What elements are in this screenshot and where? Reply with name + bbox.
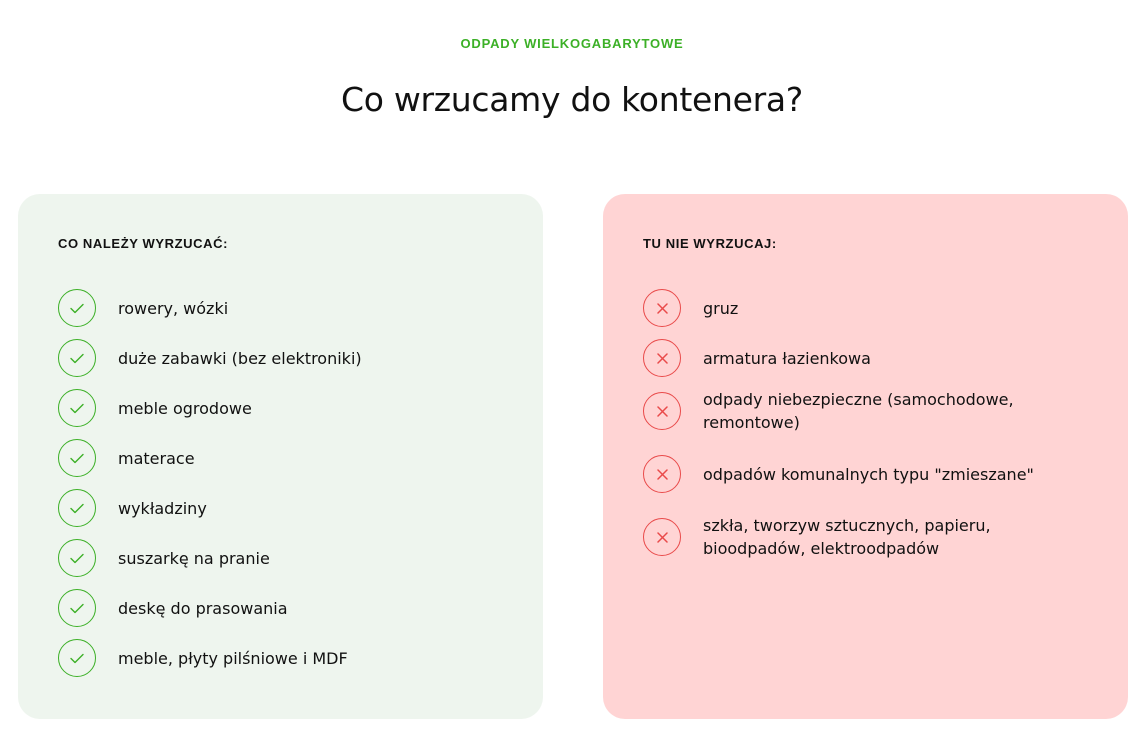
check-icon [58,539,96,577]
list-item-label: rowery, wózki [118,298,229,318]
list-item [643,514,1098,560]
list-item-label: armatura łazienkowa [703,348,871,368]
list-item-label: duże zabawki (bez elektroniki) [118,348,362,368]
cross-icon [643,289,681,327]
check-icon [58,289,96,327]
list-item [58,388,513,428]
list-item-label: deskę do prasowania [118,598,288,618]
allowed-list [58,288,513,688]
check-icon [58,589,96,627]
check-icon [58,439,96,477]
list-item-label: wykładziny [118,498,207,518]
cross-icon [643,455,681,493]
list-item [58,538,513,578]
list-item [58,588,513,628]
list-item [643,338,1098,378]
list-item [643,454,1098,494]
cross-icon [643,392,681,430]
check-icon [58,489,96,527]
list-item-label: odpady niebezpieczne (samochodowe, remontowe) [703,390,1014,432]
list-item [58,488,513,528]
list-item [643,388,1098,434]
list-item [58,338,513,378]
check-icon [58,639,96,677]
check-icon [58,389,96,427]
list-item-label: meble ogrodowe [118,398,252,418]
list-item-label: meble, płyty pilśniowe i MDF [118,648,348,668]
list-item-label: suszarkę na pranie [118,548,270,568]
section-title: Co wrzucamy do kontenera? [341,80,803,119]
forbidden-card [603,194,1128,719]
forbidden-list [643,288,1098,580]
list-item-label: gruz [703,298,739,318]
allowed-card [18,194,543,719]
list-item-label: szkła, tworzyw sztucznych, papieru, bioodpadów, elektroodpadów [703,516,991,558]
cross-icon [643,339,681,377]
list-item [58,288,513,328]
list-item-label: materace [118,448,195,468]
forbidden-heading: TU NIE WYRZUCAJ: [643,236,777,251]
list-item [643,288,1098,328]
list-item [58,638,513,678]
allowed-heading: CO NALEŻY WYRZUCAĆ: [58,236,229,251]
section-eyebrow: ODPADY WIELKOGABARYTOWE [460,36,684,51]
list-item-label: odpadów komunalnych typu "zmieszane" [703,464,1034,484]
cross-icon [643,518,681,556]
check-icon [58,339,96,377]
list-item [58,438,513,478]
